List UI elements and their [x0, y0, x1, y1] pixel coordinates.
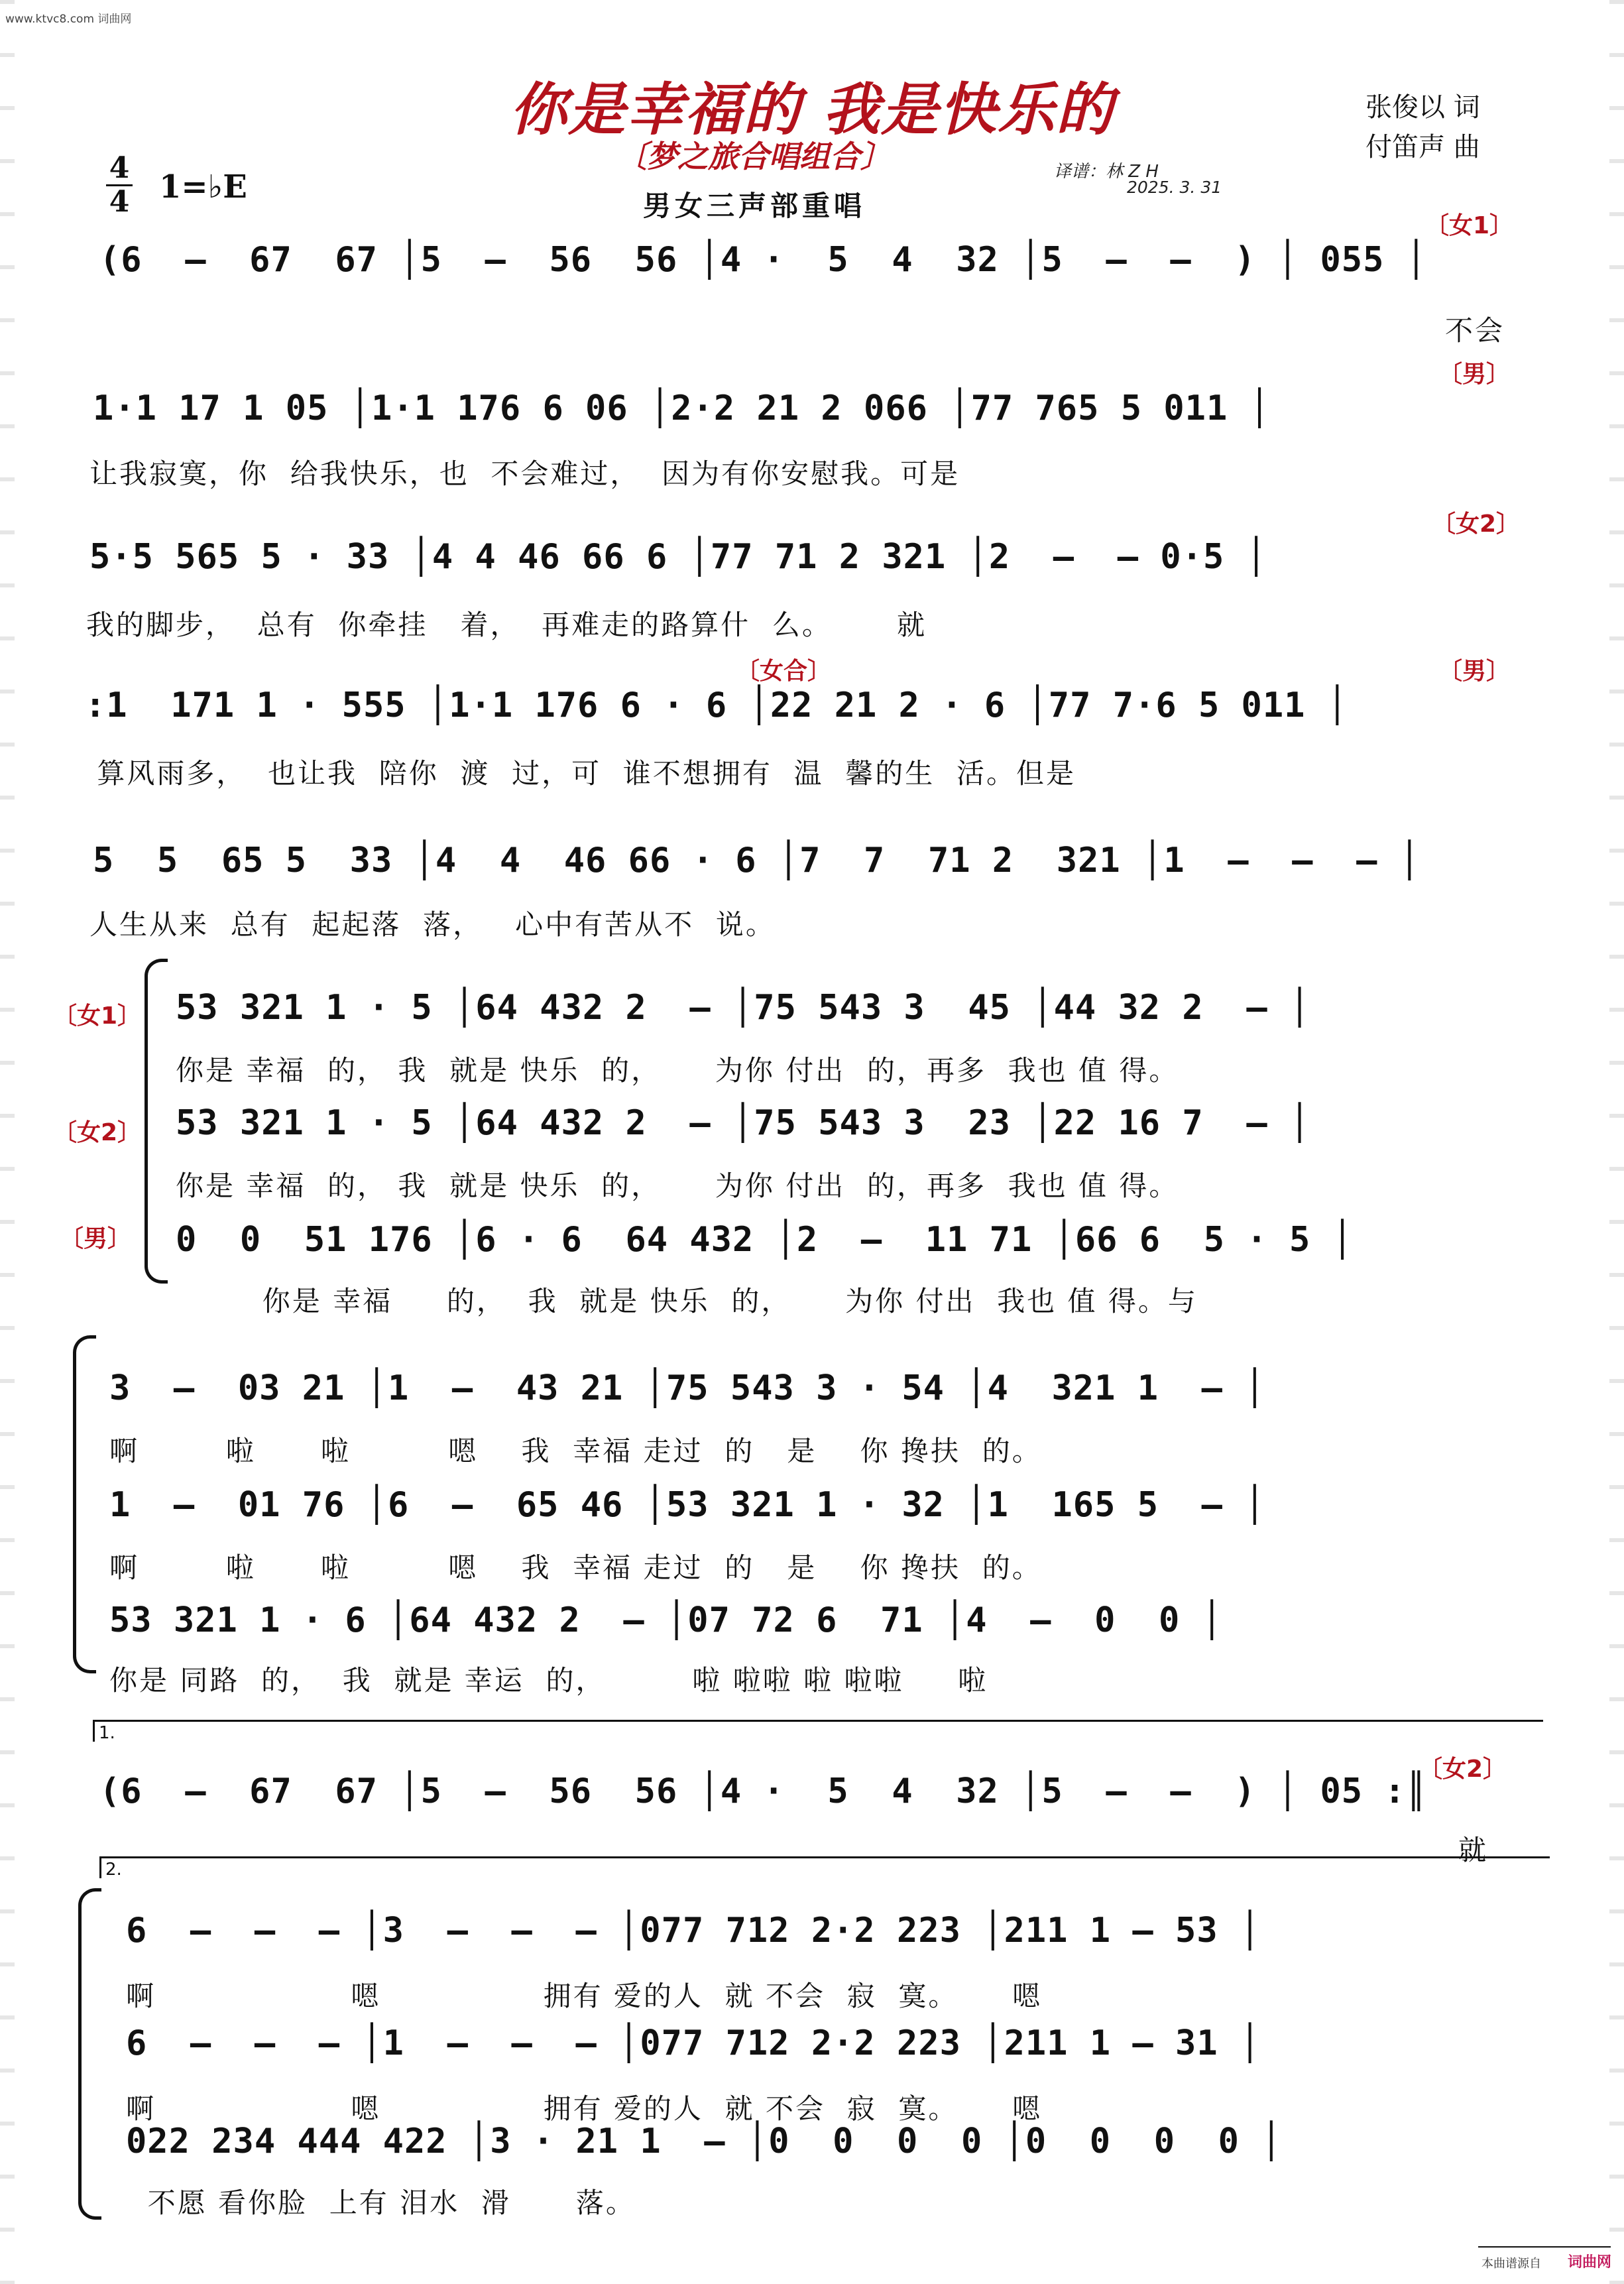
first-ending-bracket	[93, 1720, 1543, 1742]
score-line-chorus1-male: 0 0 51 176 │6 · 6 64 432 │2 – 11 71 │66 6 5 · 5 │	[176, 1220, 1354, 1260]
arrangement-subhead: 男女三声部重唱	[643, 190, 866, 222]
part-tag-female2: 〔女2〕	[1419, 1756, 1507, 1783]
part-tag-male: 〔男〕	[1438, 361, 1511, 388]
system-bracket-coda	[78, 1888, 101, 2220]
part-tag-male: 〔男〕	[1438, 658, 1511, 685]
system-bracket-chorus1	[145, 959, 168, 1284]
lyric-line-verse2: 我的脚步， 总有 你牵挂 着， 再难走的路算什 么。 就	[86, 609, 927, 641]
translator-credit: 译谱：林 Z H	[1054, 162, 1159, 182]
score-line-chorus2-female1: 3 – 03 21 │1 – 43 21 │75 543 3 · 54 │4 321 1 – │	[109, 1368, 1266, 1408]
time-sig-top: 4	[109, 151, 130, 185]
part-tag-female1: 〔女1〕	[53, 1002, 142, 1030]
score-line-verse1: 1·1 17 1 05 │1·1 176 6 06 │2·2 21 2 066 │77 765 5 011 │	[93, 389, 1271, 428]
score-line-coda-female2: 6 – – – │1 – – – │077 712 2·2 223 │211 1 – 31 │	[126, 2023, 1261, 2063]
score-line-chorus1-female2: 53 321 1 · 5 │64 432 2 – │75 543 3 23 │22 16 7 – │	[176, 1103, 1311, 1143]
key-signature: 1=♭E	[159, 168, 247, 206]
score-line-first-ending: (6 – 67 67 │5 – 56 56 │4 · 5 4 32 │5 – – ) │ 05 :║	[99, 1772, 1428, 1811]
lyric-line-coda-male: 不愿 看你脸 上有 泪水 滑 落。	[126, 2187, 636, 2219]
lyric-line-coda-female2: 啊 嗯 拥有 爱的人 就 不会 寂 寞。 嗯	[126, 2092, 1043, 2125]
part-tag-male: 〔男〕	[60, 1225, 132, 1252]
part-tag-female1: 〔女1〕	[1425, 212, 1514, 239]
transcription-date: 2025. 3. 31	[1127, 178, 1222, 197]
part-tag-female2: 〔女2〕	[1432, 511, 1521, 538]
composer-credit: 付笛声 曲	[1365, 132, 1480, 162]
song-title: 你是幸福的 我是快乐的	[510, 77, 1114, 143]
lyric-line-chorus1-male: 你是 幸福 的， 我 就是 快乐 的， 为你 付出 我也 值 得。与	[176, 1285, 1198, 1317]
lyric-line-verse3: 算风雨多， 也让我 陪你 渡 过，可 谁不想拥有 温 馨的生 活。但是	[86, 757, 1076, 790]
lyric-line-verse4: 人生从来 总有 起起落 落， 心中有苦从不 说。	[89, 908, 776, 941]
footer-logo: 词曲网	[1568, 2254, 1612, 2271]
lyric-line-coda-female1: 啊 嗯 拥有 爱的人 就 不会 寂 寞。 嗯	[126, 1980, 1043, 2012]
lyricist-credit: 张俊以 词	[1365, 92, 1480, 123]
lyric-line-chorus2-female2: 啊 啦 啦 嗯 我 幸福 走过 的 是 你 搀扶 的。	[109, 1551, 1042, 1584]
score-line-chorus2-female2: 1 – 01 76 │6 – 65 46 │53 321 1 · 32 │1 165 5 – │	[109, 1485, 1266, 1525]
source-note: 本曲谱源自	[1481, 2257, 1541, 2271]
lyric-line-chorus1-female1: 你是 幸福 的， 我 就是 快乐 的， 为你 付出 的，再多 我也 值 得。	[176, 1054, 1179, 1087]
system-bracket-chorus2	[73, 1335, 96, 1673]
part-tag-female-chorus: 〔女合〕	[736, 658, 832, 685]
score-line-coda-male: 022 234 444 422 │3 · 21 1 – │0 0 0 0 │0 0 0 0 │	[126, 2122, 1283, 2161]
lyric-line-chorus2-male: 你是 同路 的， 我 就是 幸运 的， 啦 啦啦 啦 啦啦 啦	[109, 1664, 988, 1697]
score-line-coda-female1: 6 – – – │3 – – – │077 712 2·2 223 │211 1 – 53 │	[126, 1911, 1261, 1951]
score-line-verse2: 5·5 565 5 · 33 │4 4 46 66 6 │77 71 2 321 │2 – – 0·5 │	[89, 537, 1267, 577]
score-line-verse4: 5 5 65 5 33 │4 4 46 66 · 6 │7 7 71 2 321 │1 – – – │	[93, 841, 1421, 880]
lyric-line-first-ending-pickup: 就	[1458, 1834, 1489, 1866]
second-ending-label: 2.	[105, 1860, 122, 1880]
lyric-line-pickup: 不会	[1445, 314, 1505, 347]
site-watermark: www.ktvc8.com 词曲网	[5, 13, 132, 26]
lyric-line-chorus1-female2: 你是 幸福 的， 我 就是 快乐 的， 为你 付出 的，再多 我也 值 得。	[176, 1170, 1179, 1202]
first-ending-label: 1.	[99, 1723, 115, 1743]
second-ending-bracket	[99, 1856, 1550, 1878]
score-line-intro: (6 – 67 67 │5 – 56 56 │4 · 5 4 32 │5 – – ) │ 055 │	[99, 240, 1428, 280]
footer-rule	[1478, 2246, 1611, 2248]
score-line-chorus2-male: 53 321 1 · 6 │64 432 2 – │07 72 6 71 │4 – 0 0 │	[109, 1600, 1223, 1640]
time-signature	[106, 151, 133, 219]
score-line-verse3: :1 171 1 · 555 │1·1 176 6 · 6 │22 21 2 · 6 │77 7·6 5 011 │	[85, 686, 1349, 725]
part-tag-female2: 〔女2〕	[53, 1119, 142, 1146]
lyric-line-chorus2-female1: 啊 啦 啦 嗯 我 幸福 走过 的 是 你 搀扶 的。	[109, 1435, 1042, 1467]
lyric-line-verse1: 让我寂寞，你 给我快乐，也 不会难过， 因为有你安慰我。可是	[89, 457, 960, 490]
time-sig-bottom: 4	[109, 185, 130, 219]
score-line-chorus1-female1: 53 321 1 · 5 │64 432 2 – │75 543 3 45 │44 32 2 – │	[176, 988, 1311, 1028]
performer-subtitle: 〔梦之旅合唱组合〕	[616, 139, 891, 174]
right-edge-pattern	[1609, 0, 1624, 2284]
left-edge-pattern	[0, 0, 15, 2284]
